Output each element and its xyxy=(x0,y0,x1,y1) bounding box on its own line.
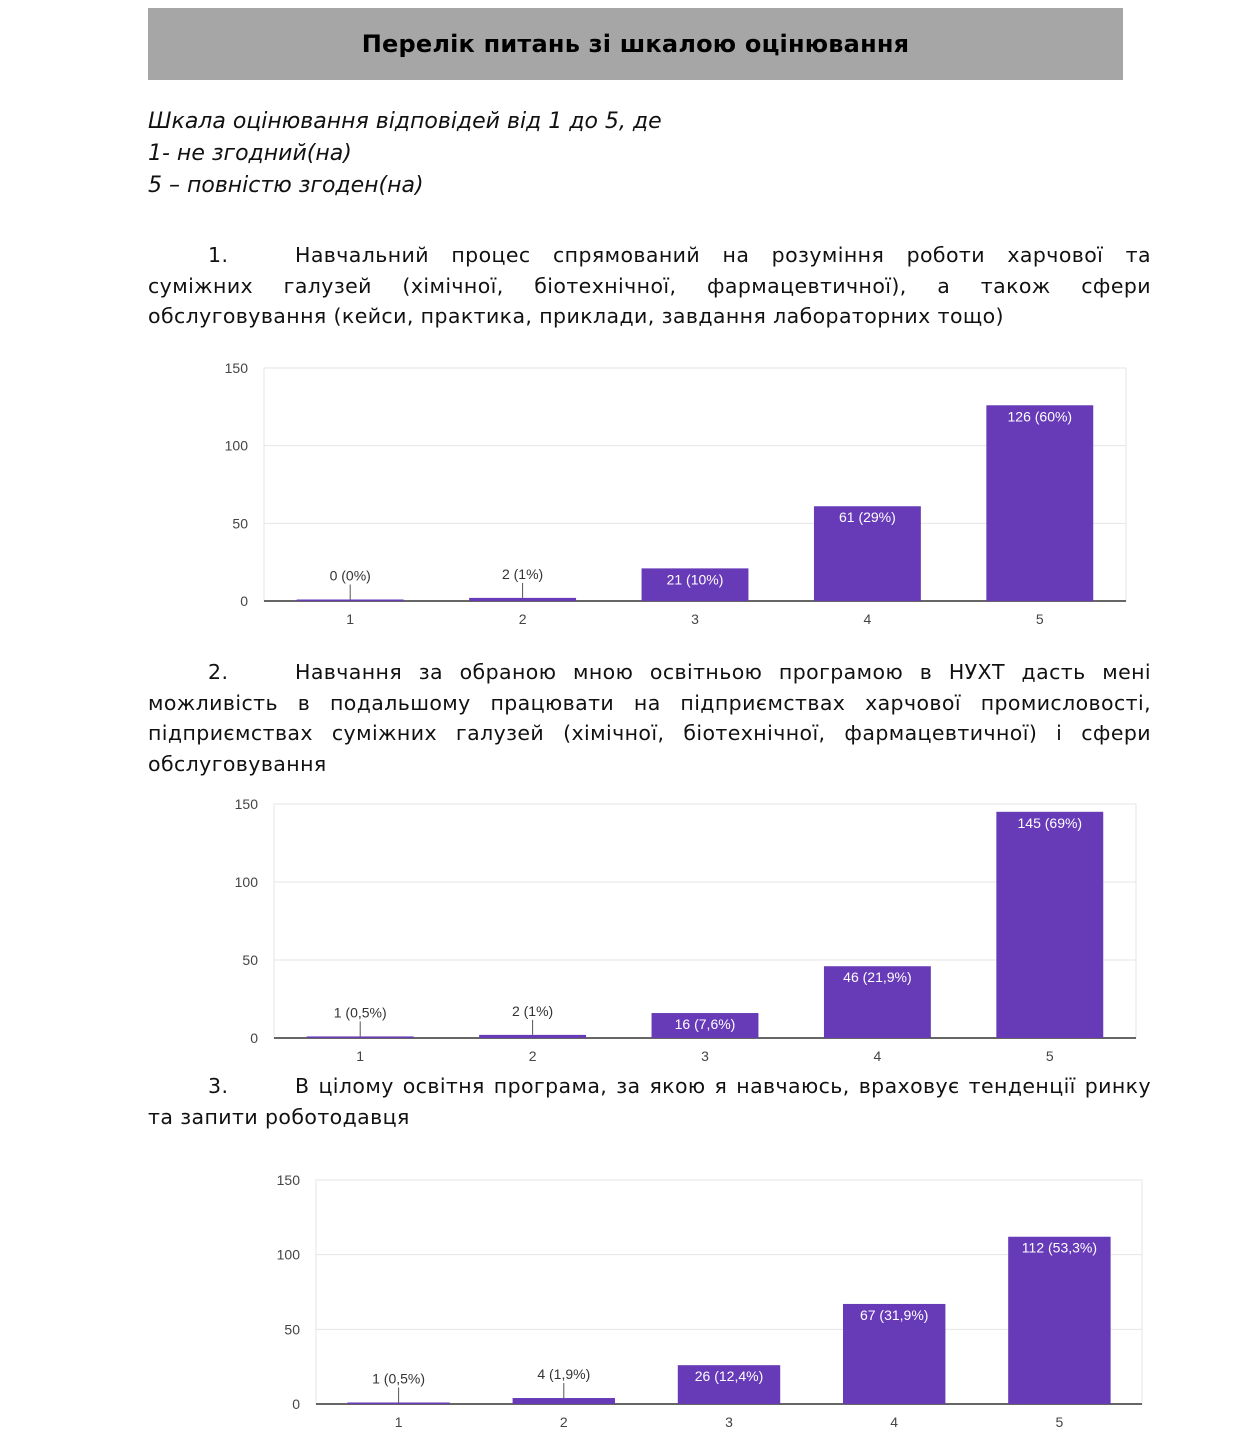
x-tick-label: 5 xyxy=(1035,611,1044,627)
scale-line-1: Шкала оцінювання відповідей від 1 до 5, де xyxy=(148,109,662,134)
x-tick-label: 1 xyxy=(394,1414,403,1430)
bar xyxy=(297,600,404,602)
x-tick-label: 5 xyxy=(1045,1048,1054,1064)
x-tick-label: 3 xyxy=(701,1048,709,1064)
y-tick-label: 0 xyxy=(292,1396,300,1412)
x-tick-label: 2 xyxy=(518,611,527,627)
y-tick-label: 50 xyxy=(284,1321,300,1338)
question-3 xyxy=(148,1071,1151,1132)
x-tick-label: 1 xyxy=(346,611,355,627)
data-label: 1 (0,5%) xyxy=(333,1004,387,1021)
chart-question-3 xyxy=(250,1168,1150,1438)
data-label: 21 (10%) xyxy=(666,571,724,588)
question-text: Навчальний процес спрямований на розуміння роботи харчової та суміжних галузей (хімічної, біотехнічної, фармацевтичної), а також сфери обслуговування (кейси, практика, приклади, завдання лабораторних тощо) xyxy=(148,243,1151,328)
question-number: 2. xyxy=(208,660,229,684)
x-tick-label: 4 xyxy=(873,1048,882,1064)
chart-question-2 xyxy=(210,792,1150,1070)
x-tick-label: 4 xyxy=(890,1414,899,1430)
y-tick-label: 100 xyxy=(224,437,248,454)
bar-chart-1 xyxy=(200,356,1140,634)
y-tick-label: 50 xyxy=(242,952,258,968)
x-tick-label: 5 xyxy=(1055,1414,1064,1430)
bar xyxy=(513,1398,615,1404)
data-label: 26 (12,4%) xyxy=(694,1368,764,1385)
scale-line-2: 1- не згодний(на) xyxy=(148,141,352,166)
rating-scale-legend xyxy=(148,106,662,202)
x-tick-label: 4 xyxy=(863,611,872,627)
bar xyxy=(469,598,576,601)
y-tick-label: 150 xyxy=(276,1172,300,1188)
question-number: 3. xyxy=(208,1074,229,1098)
data-label: 126 (60%) xyxy=(1007,408,1073,425)
chart-question-1 xyxy=(200,356,1140,634)
x-tick-label: 2 xyxy=(559,1414,568,1430)
x-tick-label: 2 xyxy=(528,1048,537,1064)
page-title: Перелік питань зі шкалою оцінювання xyxy=(361,30,910,58)
x-tick-label: 3 xyxy=(725,1414,733,1430)
bar xyxy=(479,1035,586,1038)
data-label: 61 (29%) xyxy=(838,509,896,526)
data-label: 1 (0,5%) xyxy=(372,1370,426,1387)
y-tick-label: 150 xyxy=(224,360,248,376)
bar xyxy=(307,1036,414,1038)
bar xyxy=(986,405,1093,601)
y-tick-label: 50 xyxy=(232,515,248,532)
y-tick-label: 150 xyxy=(234,796,258,812)
x-tick-label: 1 xyxy=(356,1048,365,1064)
y-tick-label: 0 xyxy=(240,593,248,609)
bar xyxy=(996,812,1103,1038)
question-number: 1. xyxy=(208,243,229,267)
bar xyxy=(1008,1237,1110,1404)
scale-line-3: 5 – повністю згоден(на) xyxy=(148,173,424,198)
y-tick-label: 100 xyxy=(276,1246,300,1263)
title-banner xyxy=(148,8,1123,80)
data-label: 46 (21,9%) xyxy=(843,969,912,986)
question-text: В цілому освітня програма, за якою я навчаюсь, враховує тенденції ринку та запити роботодавця xyxy=(148,1074,1151,1129)
x-tick-label: 3 xyxy=(691,611,699,627)
bar-chart-3 xyxy=(250,1168,1150,1438)
data-label: 67 (31,9%) xyxy=(859,1306,929,1323)
data-label: 2 (1%) xyxy=(511,1002,554,1019)
bar xyxy=(347,1403,449,1405)
y-tick-label: 100 xyxy=(234,874,258,890)
question-text: Навчання за обраною мною освітньою програмою в НУХТ дасть мені можливість в подальшому працювати на підприємствах харчової промисловості, підприємствах суміжних галузей (хімічної, біотехнічної, фармацевтичної) і сфери обслуговування xyxy=(148,660,1151,776)
data-label: 16 (7,6%) xyxy=(674,1016,736,1033)
data-label: 4 (1,9%) xyxy=(537,1366,591,1383)
data-label: 145 (69%) xyxy=(1017,814,1083,831)
question-1 xyxy=(148,240,1151,332)
data-label: 112 (53,3%) xyxy=(1021,1239,1098,1256)
bar-chart-2 xyxy=(210,792,1150,1070)
question-2 xyxy=(148,657,1151,779)
data-label: 0 (0%) xyxy=(329,567,371,584)
y-tick-label: 0 xyxy=(250,1030,258,1046)
data-label: 2 (1%) xyxy=(501,565,544,582)
